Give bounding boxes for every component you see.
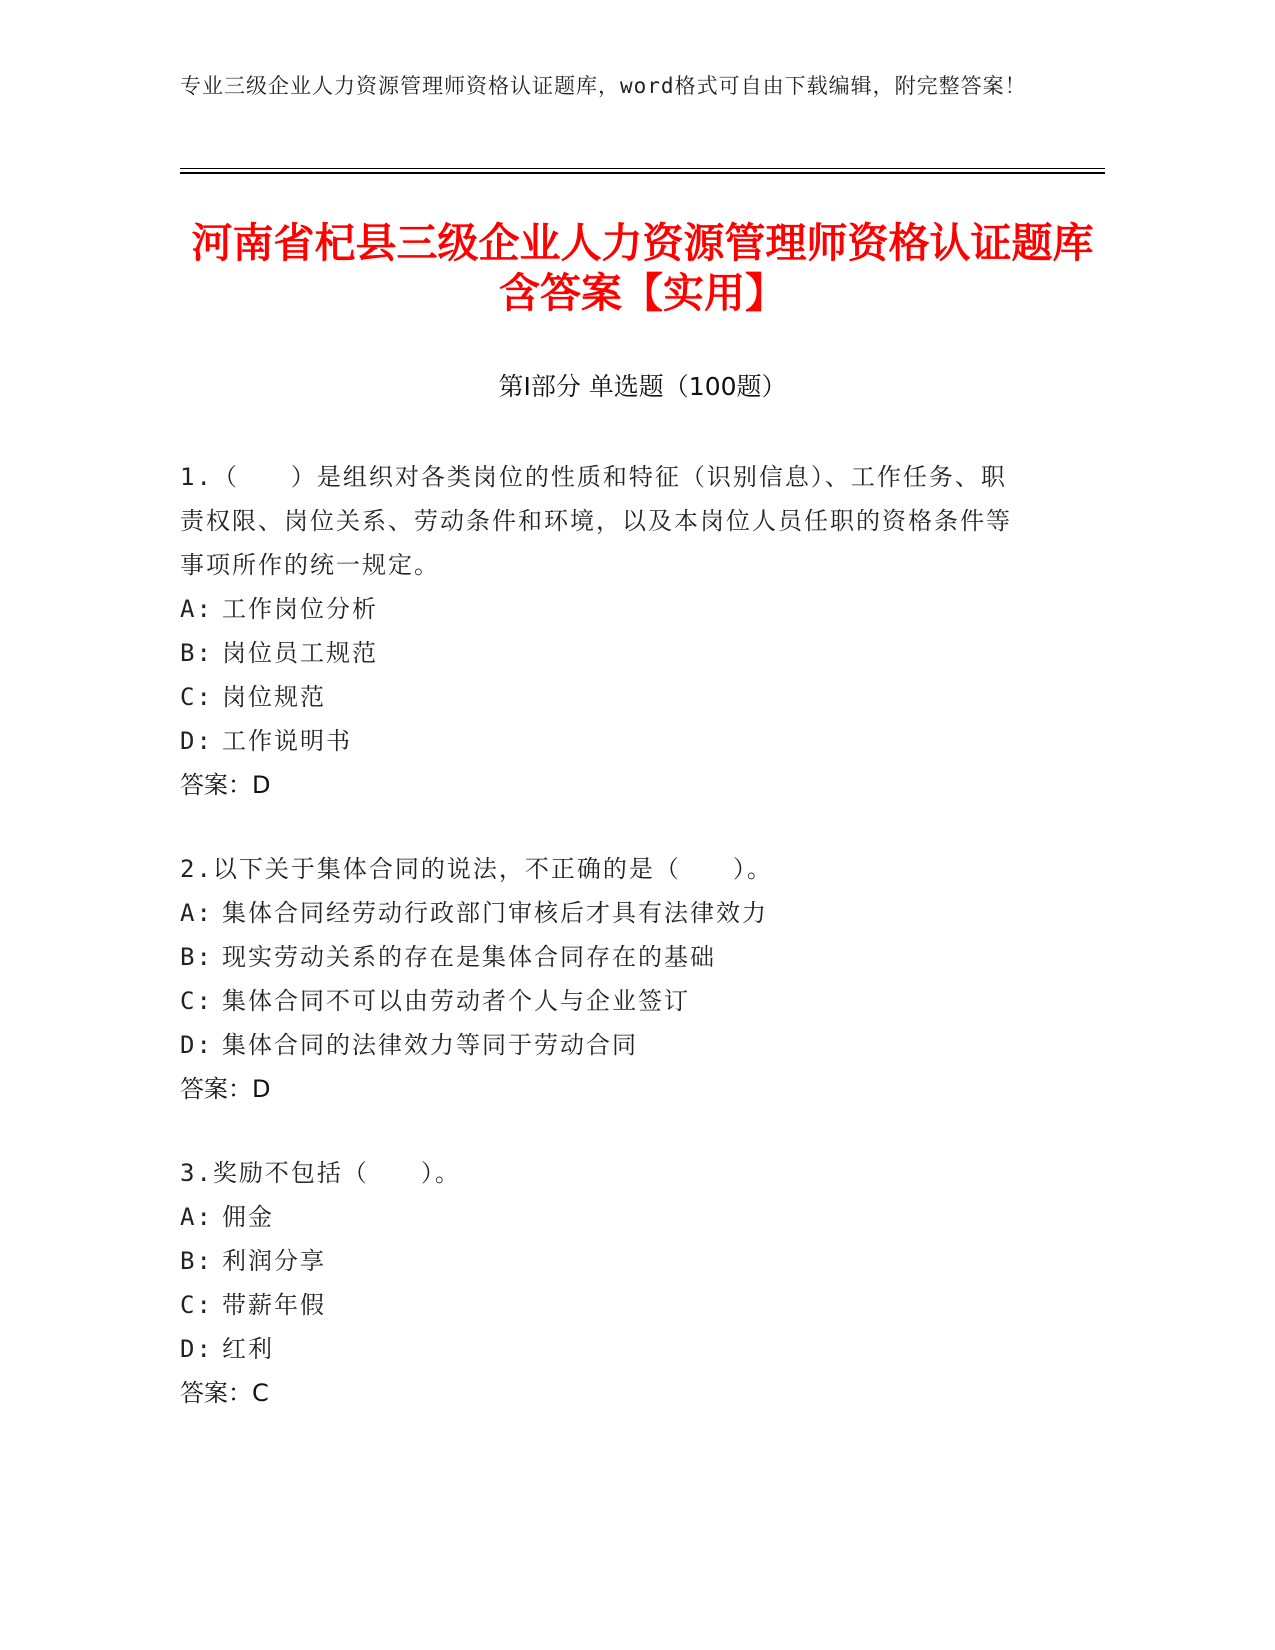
option-text: 岗位员工规范 [222, 639, 378, 667]
header-rule-thick [180, 172, 1105, 174]
header-rule-thin [180, 168, 1105, 169]
option-text: 集体合同经劳动行政部门审核后才具有法律效力 [222, 899, 768, 927]
option-text: 现实劳动关系的存在是集体合同存在的基础 [222, 943, 716, 971]
question-3 [180, 1151, 1030, 1415]
option-letter: D: [180, 1335, 213, 1363]
option-text: 岗位规范 [222, 683, 326, 711]
header-note: 专业三级企业人力资源管理师资格认证题库，word格式可自由下载编辑，附完整答案！ [180, 74, 1027, 98]
option-c [180, 675, 1030, 719]
option-text: 集体合同不可以由劳动者个人与企业签订 [222, 987, 690, 1015]
document-title: 河南省杞县三级企业人力资源管理师资格认证题库含答案【实用】 [191, 219, 1094, 317]
option-a [180, 891, 1030, 935]
answer-line: 答案：D [180, 1075, 271, 1103]
option-b [180, 935, 1030, 979]
option-text: 工作岗位分析 [222, 595, 378, 623]
option-letter: D: [180, 727, 213, 755]
option-a [180, 587, 1030, 631]
question-list [180, 455, 1030, 1455]
section-heading: 第Ⅰ部分 单选题（100题） [498, 372, 787, 401]
option-text: 佣金 [222, 1203, 274, 1231]
option-c [180, 1283, 1030, 1327]
question-stem: 3.奖励不包括（ ）。 [180, 1159, 461, 1187]
answer-line: 答案：C [180, 1379, 269, 1407]
option-text: 利润分享 [222, 1247, 326, 1275]
option-letter: C: [180, 987, 213, 1015]
question-stem: 1.（ ）是组织对各类岗位的性质和特征（识别信息）、工作任务、职责权限、岗位关系、劳动条件和环境，以及本岗位人员任职的资格条件等事项所作的统一规定。 [180, 463, 1012, 579]
option-d [180, 1023, 1030, 1067]
option-d [180, 1327, 1030, 1371]
question-2 [180, 847, 1030, 1111]
option-text: 集体合同的法律效力等同于劳动合同 [222, 1031, 638, 1059]
option-letter: B: [180, 639, 213, 667]
option-a [180, 1195, 1030, 1239]
question-stem: 2.以下关于集体合同的说法，不正确的是（ ）。 [180, 855, 773, 883]
question-1 [180, 455, 1030, 807]
option-letter: A: [180, 899, 213, 927]
option-letter: B: [180, 943, 213, 971]
option-text: 工作说明书 [222, 727, 352, 755]
option-letter: D: [180, 1031, 213, 1059]
option-letter: A: [180, 595, 213, 623]
option-letter: C: [180, 683, 213, 711]
option-letter: B: [180, 1247, 213, 1275]
option-letter: A: [180, 1203, 213, 1231]
answer-line: 答案：D [180, 771, 271, 799]
option-letter: C: [180, 1291, 213, 1319]
option-d [180, 719, 1030, 763]
option-text: 红利 [222, 1335, 274, 1363]
option-b [180, 631, 1030, 675]
option-c [180, 979, 1030, 1023]
option-b [180, 1239, 1030, 1283]
option-text: 带薪年假 [222, 1291, 326, 1319]
